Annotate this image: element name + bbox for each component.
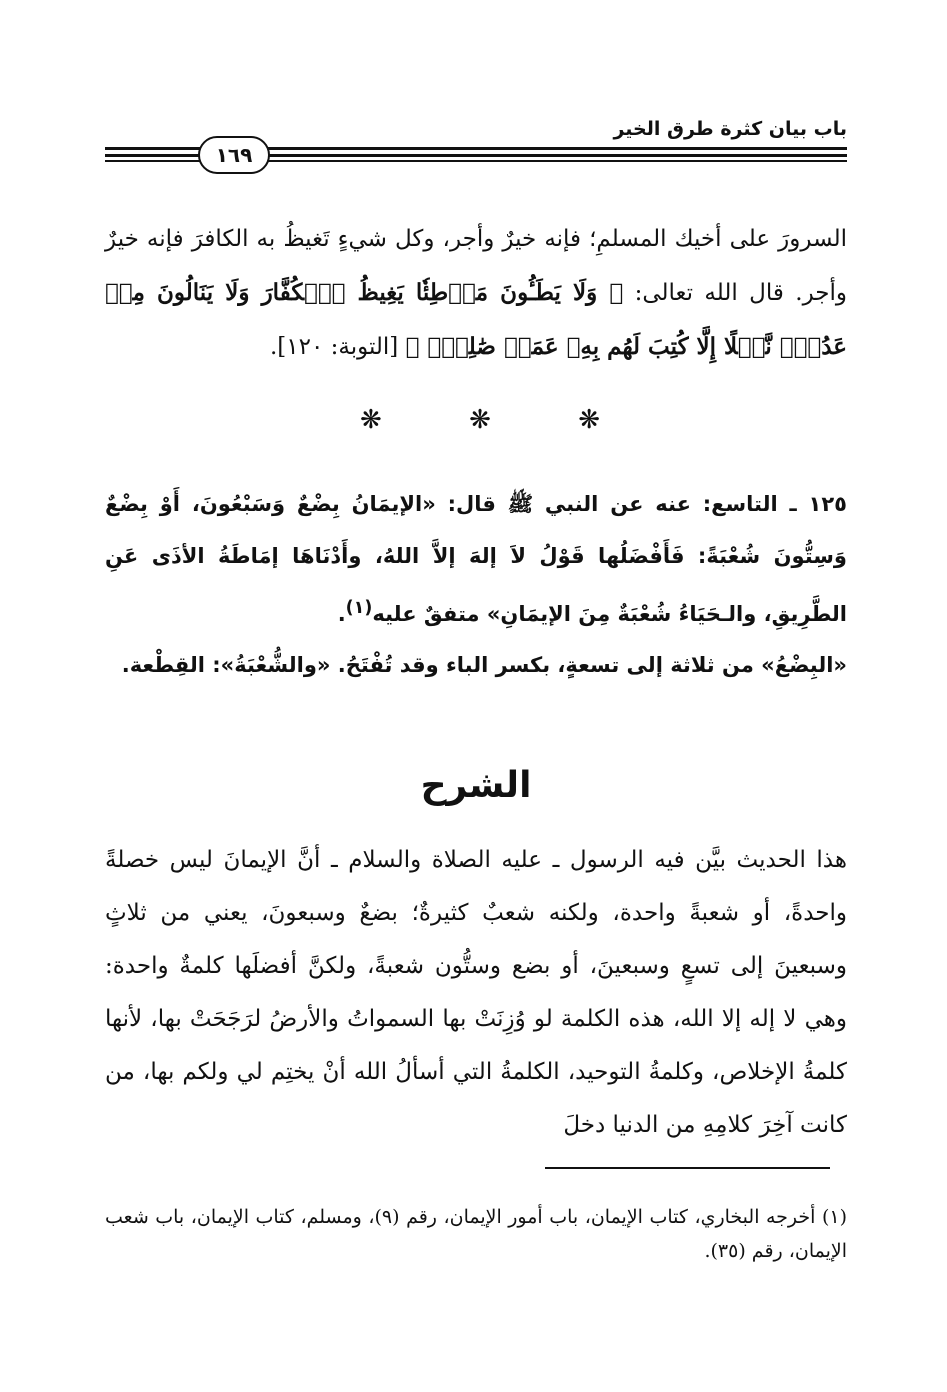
quran-verse: ﴿ وَلَا يَطَـُٔونَ مَوۡطِئٗا يَغِيظُ ٱلۡكُفَّارَ وَلَا يَنَالُونَ مِنۡ عَدُوّٖ نَّيۡلًا إِلَّا كُتِبَ لَهُم بِهِۦ عَمَلٞ صَٰلِحٌۚ ﴾ — [105, 279, 847, 360]
intro-paragraph — [105, 212, 847, 374]
vocabulary-note: «البِضْعُ» من ثلاثة إلى تسعةٍ، بكسر الباء وقد تُفْتَحُ. «والشُّعْبَةُ»: القِطْعة. — [121, 653, 847, 677]
hadith-body: ١٢٥ ـ التاسع: عنه عن النبي ﷺ قال: «الإيمَانُ بِضْعٌ وَسَبْعُونَ، أَوْ بِضْعٌ وَسِتُّونَ شُعْبَةً: فَأَفْضَلُها قَوْلُ لاَ إلهَ إلاَّ اللهُ، وأَدْنَاهَا إمَاطَةُ الأذَى عَنِ الطَّرِيقِ، والـحَيَاءُ شُعْبَةٌ مِنَ الإيمَانِ» متفقٌ عليه — [105, 492, 847, 626]
page-header — [105, 118, 847, 168]
star-ornament: ❋ — [360, 405, 382, 435]
star-ornament: ❋ — [469, 405, 491, 435]
intro-text: السرورَ على أخيك المسلمِ؛ فإنه خيرٌ وأجر، وكل شيءٍ تَغيظُ به الكافرَ فإنه خيرٌ وأجر. قال الله تعالى: — [105, 226, 848, 306]
section-title: الشرح — [420, 765, 532, 806]
section-separator — [360, 405, 600, 435]
star-ornament: ❋ — [578, 405, 600, 435]
verse-reference: [التوبة: ١٢٠]. — [269, 334, 406, 360]
hadith-end: . — [337, 602, 346, 626]
footnote-marker: (١) — [345, 598, 373, 618]
hadith-text — [105, 478, 847, 640]
page-number: ١٦٩ — [198, 136, 270, 174]
footnote-rule — [545, 1167, 830, 1169]
running-title: باب بيان كثرة طرق الخير — [613, 118, 847, 140]
footnote: (١) أخرجه البخاري، كتاب الإيمان، باب أمور الإيمان، رقم (٩)، ومسلم، كتاب الإيمان، باب شعب الإيمان، رقم (٣٥). — [105, 1206, 847, 1262]
commentary-paragraph: هذا الحديث بيَّن فيه الرسول ـ عليه الصلاة والسلام ـ أنَّ الإيمانَ ليس خصلةً واحدةً، أو شعبةً واحدة، ولكنه شعبٌ كثيرةٌ؛ بضعٌ وسبعونَ، يعني من ثلاثٍ وسبعينَ إلى تسعٍ وسبعينَ، أو بضع وستُّون شعبةً، ولكنَّ أفضلَها كلمةٌ واحدة: وهي لا إله إلا الله، هذه الكلمة لو وُزِنَتْ بها السمواتُ والأرضُ لرَجَحَتْ بها، لأنها كلمةُ الإخلاص، وكلمةُ التوحيد، الكلمةُ التي أسألُ الله أنْ يختِم لي ولكم بها، من كانت آخِرَ كلامِهِ من الدنيا دخلَ — [105, 847, 847, 1138]
